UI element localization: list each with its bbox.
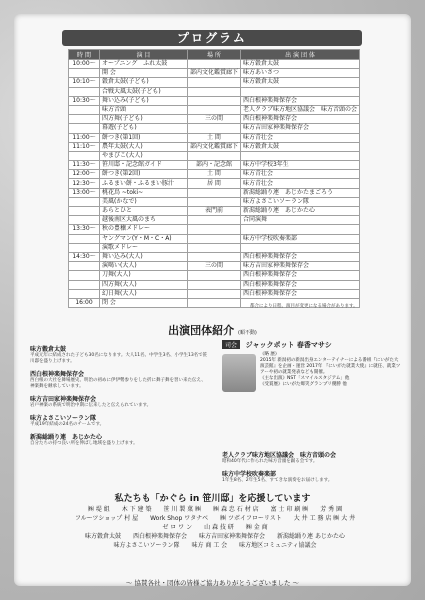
program-cell-place: 三の間 [187,115,240,124]
program-cell-time: 10:10～ [69,78,100,87]
program-cell-time: 12:30～ [69,179,100,188]
program-cell-place [187,78,240,87]
program-cell-time [69,197,100,206]
program-cell-act: 味方音頭 [100,105,188,114]
program-row [69,78,360,87]
groups-title [0,322,425,338]
program-cell-place [187,234,240,243]
program-cell-group [240,151,359,160]
program-cell-time: 11:00～ [69,133,100,142]
program-cell-time [69,271,100,280]
sponsor-line: 味方よさこいソーラン隊 味方 商 工 会 味方地区コミュニティ協議会 [113,542,317,549]
program-cell-group: 西白根神楽舞保存会 [240,96,359,105]
program-cell-place: 土 間 [187,133,240,142]
header-group: 出 演 団 体 [240,50,359,60]
mc-bio-title: 《略 歴》 [260,352,280,357]
sponsor-line: ㈱ 堤 組 木 下 建 築 笹 川 製 菓 ㈱ ㈱ 森 忠 石 材 店 富 士 印 刷 ㈱ 芳 秀 園 [87,506,343,513]
mc-bio [260,352,402,388]
program-row [69,252,360,261]
program-cell-group: 味方穀倉太鼓 [240,142,359,151]
program-cell-group: 新潟総踊り連 あじかたまごろう [240,188,359,197]
program-cell-place [187,87,240,96]
program-cell-time: 11:30～ [69,161,100,170]
group-name: 老人クラブ味方地区協議会 味方音頭の会 [222,452,337,459]
program-cell-act: オープニング ふれ太鼓 [100,60,188,69]
program-cell-time: 10:30～ [69,96,100,105]
program-cell-time [69,280,100,289]
program-cell-time: 13:30～ [69,225,100,234]
program-table [68,49,360,308]
program-cell-act: 四方舞(大人) [100,280,188,289]
mc-show2: 《受賞歴》にいがた爆笑グランプリ優勝 他 [260,382,347,387]
program-cell-place: 部内文化鑑賞廊下 [187,69,240,78]
sponsor-line: ゼ ロ ワ ン 山 森 技 研 ㈱ 金 商 [162,524,268,531]
group-name: 新潟総踊り連 あじかた心 [30,434,103,441]
mc-badge: 司会 [222,340,240,349]
sponsor-line: 味方穀倉太鼓 西白根神楽舞保存会 味方吉田家神楽舞保存会 新潟総踊り連 あじかた心 [85,533,345,540]
group-desc: 西白根の大社を舞場歴史、明治の初めに伊伊勢参りをした折に舞子舞を習い来た伝え、神楽舞を継承しています。 [30,378,206,389]
program-cell-act: 美風(かなで) [100,197,188,206]
program-row [69,280,360,289]
program-cell-time [69,87,100,96]
program-cell-time [69,289,100,298]
program-cell-group [240,243,359,252]
program-row [69,234,360,243]
group-name: 味方中学校吹奏楽部 [222,471,277,478]
program-cell-place [187,216,240,225]
mc-section [222,340,402,387]
program-cell-time [69,115,100,124]
program-row [69,289,360,298]
program-cell-group: 西白根神楽舞保存会 [240,115,359,124]
header-time: 時 間 [69,50,100,60]
group-desc: 1年生8名、2年生5名、すてきな演奏をお届けします。 [222,478,333,483]
group-name: 味方吉田家神楽舞保存会 [30,396,97,403]
program-cell-place [187,289,240,298]
right-groups-list [222,446,402,484]
program-cell-act: 演喝い(大人) [100,262,188,271]
program-body [69,60,360,308]
program-cell-place [187,105,240,114]
sponsors-title: 私たちも「かぐら in 笹川邸」を応援しています [114,494,311,504]
program-cell-place [187,124,240,133]
program-cell-place: 三の間 [187,262,240,271]
program-cell-place [187,243,240,252]
program-cell-act: 合戦大風太鼓(子ども) [100,87,188,96]
program-cell-place [187,298,240,307]
program-row [69,133,360,142]
program-cell-place [187,188,240,197]
program-row [69,60,360,69]
program-cell-time [69,207,100,216]
program-row [69,225,360,234]
program-cell-time: 10:00～ [69,60,100,69]
program-cell-act: 閉 会 [100,298,188,307]
program-title-band [62,30,362,46]
program-cell-group: 味方穀倉太鼓 [240,60,359,69]
program-cell-act: 越後南区大風のまち [100,216,188,225]
program-cell-place: 部内・記念館 [187,161,240,170]
program-cell-group: 味方中学校吹奏楽部 [240,234,359,243]
program-cell-act: あらとひと [100,207,188,216]
mc-show1: 《主な出演》NST「スマイルスタジアム」他 [260,376,350,381]
program-cell-place: 居 間 [187,179,240,188]
program-cell-group: 味方あいさつ [240,69,359,78]
mc-name: ジャックポット 春香マサシ [245,341,332,349]
thanks-line: ～ 協賛各社・団体の皆様ご協力ありがとうございました ～ [125,579,300,587]
mc-bio-text: 2015年 新潟初の新潟出身エンターテイナーによる番組『にいがた大演芸館』を企画・運営 2017年 『にいがた就業大使』に就任、就業ツアーや初の就業発表なども開催。 [260,358,401,375]
program-cell-act: 農年太鼓(大人) [100,142,188,151]
program-cell-place [187,197,240,206]
program-row [69,151,360,160]
program-cell-act: ヤングマン(Y・M・C・A) [100,234,188,243]
program-cell-group: 味方吉田家神楽舞保存会 [240,124,359,133]
program-cell-act: 四方舞(子ども) [100,115,188,124]
program-cell-act: 刀舞(大人) [100,271,188,280]
group-name: 西白根神楽舞保存会 [30,371,85,378]
groups-title-text: 出演団体紹介 [168,324,235,337]
program-note: 都合により日程、演目が変更になる場合があります。 [250,304,358,309]
sponsor-line: フルーツショップ 村 屋 Work Shop ワタナベ ㈱ ツボイフローリスト 大 井 工 務 店 ㈱ 大 井 [74,515,356,522]
program-cell-act: 穀倉太鼓(子ども) [100,78,188,87]
program-row [69,207,360,216]
program-cell-act: 幕遊(子ども) [100,124,188,133]
program-cell-time: 11:10～ [69,142,100,151]
program-cell-act: 舞い込み(子ども) [100,96,188,105]
program-cell-group: 西白根神楽舞保存会 [240,280,359,289]
program-cell-place: 土 間 [187,170,240,179]
program-cell-time [69,151,100,160]
program-cell-group: 合同演舞 [240,216,359,225]
program-cell-time [69,105,100,114]
program-row [69,197,360,206]
program-cell-group: 味方吉田家神楽舞保存会 [240,262,359,271]
program-cell-group: 老人クラブ味方地区協議会 味方音頭の会 [240,105,359,114]
program-row [69,69,360,78]
program-cell-act: やまびこ(大人) [100,151,188,160]
program-cell-group: 新潟総踊り連 あじかた心 [240,207,359,216]
program-cell-act: 幻日舞(大人) [100,289,188,298]
program-cell-group: 西白根神楽舞保存会 [240,252,359,261]
program-cell-place [187,280,240,289]
program-row [69,115,360,124]
program-cell-time: 14:30～ [69,252,100,261]
program-cell-place [187,271,240,280]
program-row [69,243,360,252]
program-cell-act: ふるまい餅・ふるまい豚汁 [100,179,188,188]
program-header-row [69,50,360,60]
program-cell-group: 味方穀倉太鼓 [240,78,359,87]
program-cell-group: 西白根神楽舞保存会 [240,271,359,280]
program-cell-act: 演歌メドレー [100,243,188,252]
program-row [69,124,360,133]
group-desc: 平成19年結成の24名のチームです。 [30,422,105,427]
program-cell-place [187,252,240,261]
program-cell-time [69,216,100,225]
program-cell-group: 西白根神楽舞保存会 [240,289,359,298]
program-cell-time: 13:00～ [69,188,100,197]
group-name: 味方よさこいソーラン隊 [30,415,97,422]
program-row [69,188,360,197]
program-row [69,262,360,271]
group-desc: 平成元年に結成された子ども30名になります。大人11名、中学生3名、小学生13名で笹川邸を盛り上げます。 [30,353,208,364]
program-cell-act: 餅つき(第2回) [100,170,188,179]
program-cell-act: 舞い込み(大人) [100,252,188,261]
program-cell-group: 味方青壮会 [240,170,359,179]
program-cell-act: 桃花鳥 ~toki~ [100,188,188,197]
program-cell-place [187,225,240,234]
mc-photo [222,354,256,392]
program-cell-place [187,96,240,105]
group-name: 味方穀倉太鼓 [30,346,67,353]
program-cell-group: 味方青壮会 [240,133,359,142]
group-desc: 岩戸神楽の系統で明治中期に伝来したと伝えられています。 [30,403,152,408]
program-row [69,142,360,151]
program-cell-time: 16:00 [69,298,100,307]
program-cell-time [69,262,100,271]
program-cell-time: 12:00～ [69,170,100,179]
program-row [69,96,360,105]
program-row [69,87,360,96]
program-cell-time [69,243,100,252]
program-row [69,105,360,114]
group-desc: 自分たちの持つ良い所を伸ばし地域を盛り上げます。 [30,441,138,446]
program-cell-group [240,225,359,234]
program-cell-time [69,234,100,243]
groups-list [30,340,210,447]
program-cell-time [69,124,100,133]
program-cell-place [187,60,240,69]
program-row [69,161,360,170]
program-row [69,216,360,225]
program-row [69,170,360,179]
sponsors-list [60,505,370,550]
program-cell-act: 秋の豊穣メドレー [100,225,188,234]
program-cell-group: 味方中学校3年生 [240,161,359,170]
program-cell-act: 笹川邸・記念館ガイド [100,161,188,170]
program-cell-group: 味方青壮会 [240,179,359,188]
program-cell-place: 表門前 [187,207,240,216]
header-place: 場 所 [187,50,240,60]
program-row [69,179,360,188]
program-cell-place [187,151,240,160]
program-cell-group: 味方よさこいソーラン隊 [240,197,359,206]
program-cell-group [240,87,359,96]
header-act: 演 目 [100,50,188,60]
groups-subtitle: (順不動) [237,330,257,336]
program-cell-place: 部内文化鑑賞廊下 [187,142,240,151]
program-cell-time [69,69,100,78]
group-desc: 昭和40年代に作られた味方音頭を踊る会です。 [222,459,318,464]
program-cell-act: 開 会 [100,69,188,78]
program-row [69,271,360,280]
program-title: プログラム [177,31,247,45]
program-cell-act: 餅つき(第1回) [100,133,188,142]
